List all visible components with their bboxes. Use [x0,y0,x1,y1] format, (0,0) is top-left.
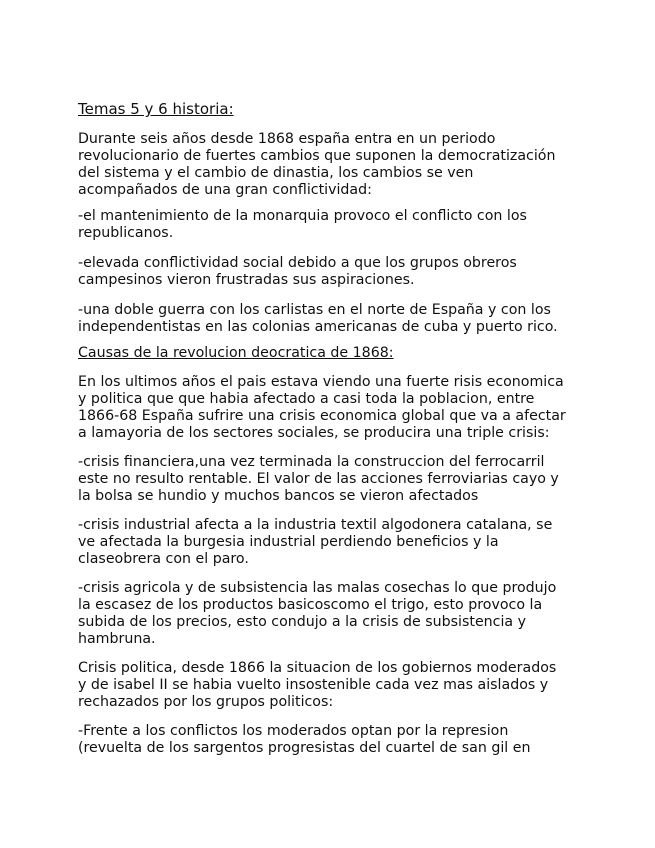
section-heading: Causas de la revolucion deocratica de 1868: [78,345,394,361]
point-double-war: -una doble guerra con los carlistas en el norte de España y con los independentistas en las colonias americanas de cuba y puerto rico. [78,302,558,335]
political-crisis-paragraph: Crisis politica, desde 1866 la situacion de los gobiernos moderados y de isabel II se habia vuelto insostenible cada vez mas aislados y rechazados por los grupos politicos: [78,660,557,710]
crisis-financial: -crisis financiera,una vez terminada la construccion del ferrocarril este no resulto rentable. El valor de las acciones ferroviarias cayo y la bolsa se hundio y muchos bancos se vieron afectados [78,454,559,504]
intro-paragraph: Durante seis años desde 1868 españa entra en un periodo revolucionario de fuertes cambios que suponen la democratización del sistema y el cambio de dinastia, los cambios se ven acompañados de una gran conflictividad: [78,131,556,198]
document-page [78,99,578,766]
causes-intro-paragraph: En los ultimos años el pais estava viendo una fuerte risis economica y politica que que habia afectado a casi toda la poblacion, entre 1866-68 España sufrire una crisis economica global que va a afectar a lamayoria de los sectores sociales, se producira una triple crisis: [78,374,566,441]
point-social-conflict: -elevada conflictividad social debido a que los grupos obreros campesinos vieron frustradas sus aspiraciones. [78,255,517,288]
repression-paragraph: -Frente a los conflictos los moderados optan por la represion (revuelta de los sargentos progresistas del cuartel de san gil en [78,723,531,756]
point-monarchy: -el mantenimiento de la monarquia provoco el conflicto con los republicanos. [78,208,527,241]
crisis-agricultural: -crisis agricola y de subsistencia las malas cosechas lo que produjo la escasez de los productos basicoscomo el trigo, esto provoco la subida de los precios, esto condujo a la crisis de subsistencia y hambruna. [78,580,557,647]
page-title: Temas 5 y 6 historia: [78,100,234,118]
crisis-industrial: -crisis industrial afecta a la industria textil algodonera catalana, se ve afectada la burgesia industrial perdiendo beneficios y la claseobrera con el paro. [78,517,553,567]
